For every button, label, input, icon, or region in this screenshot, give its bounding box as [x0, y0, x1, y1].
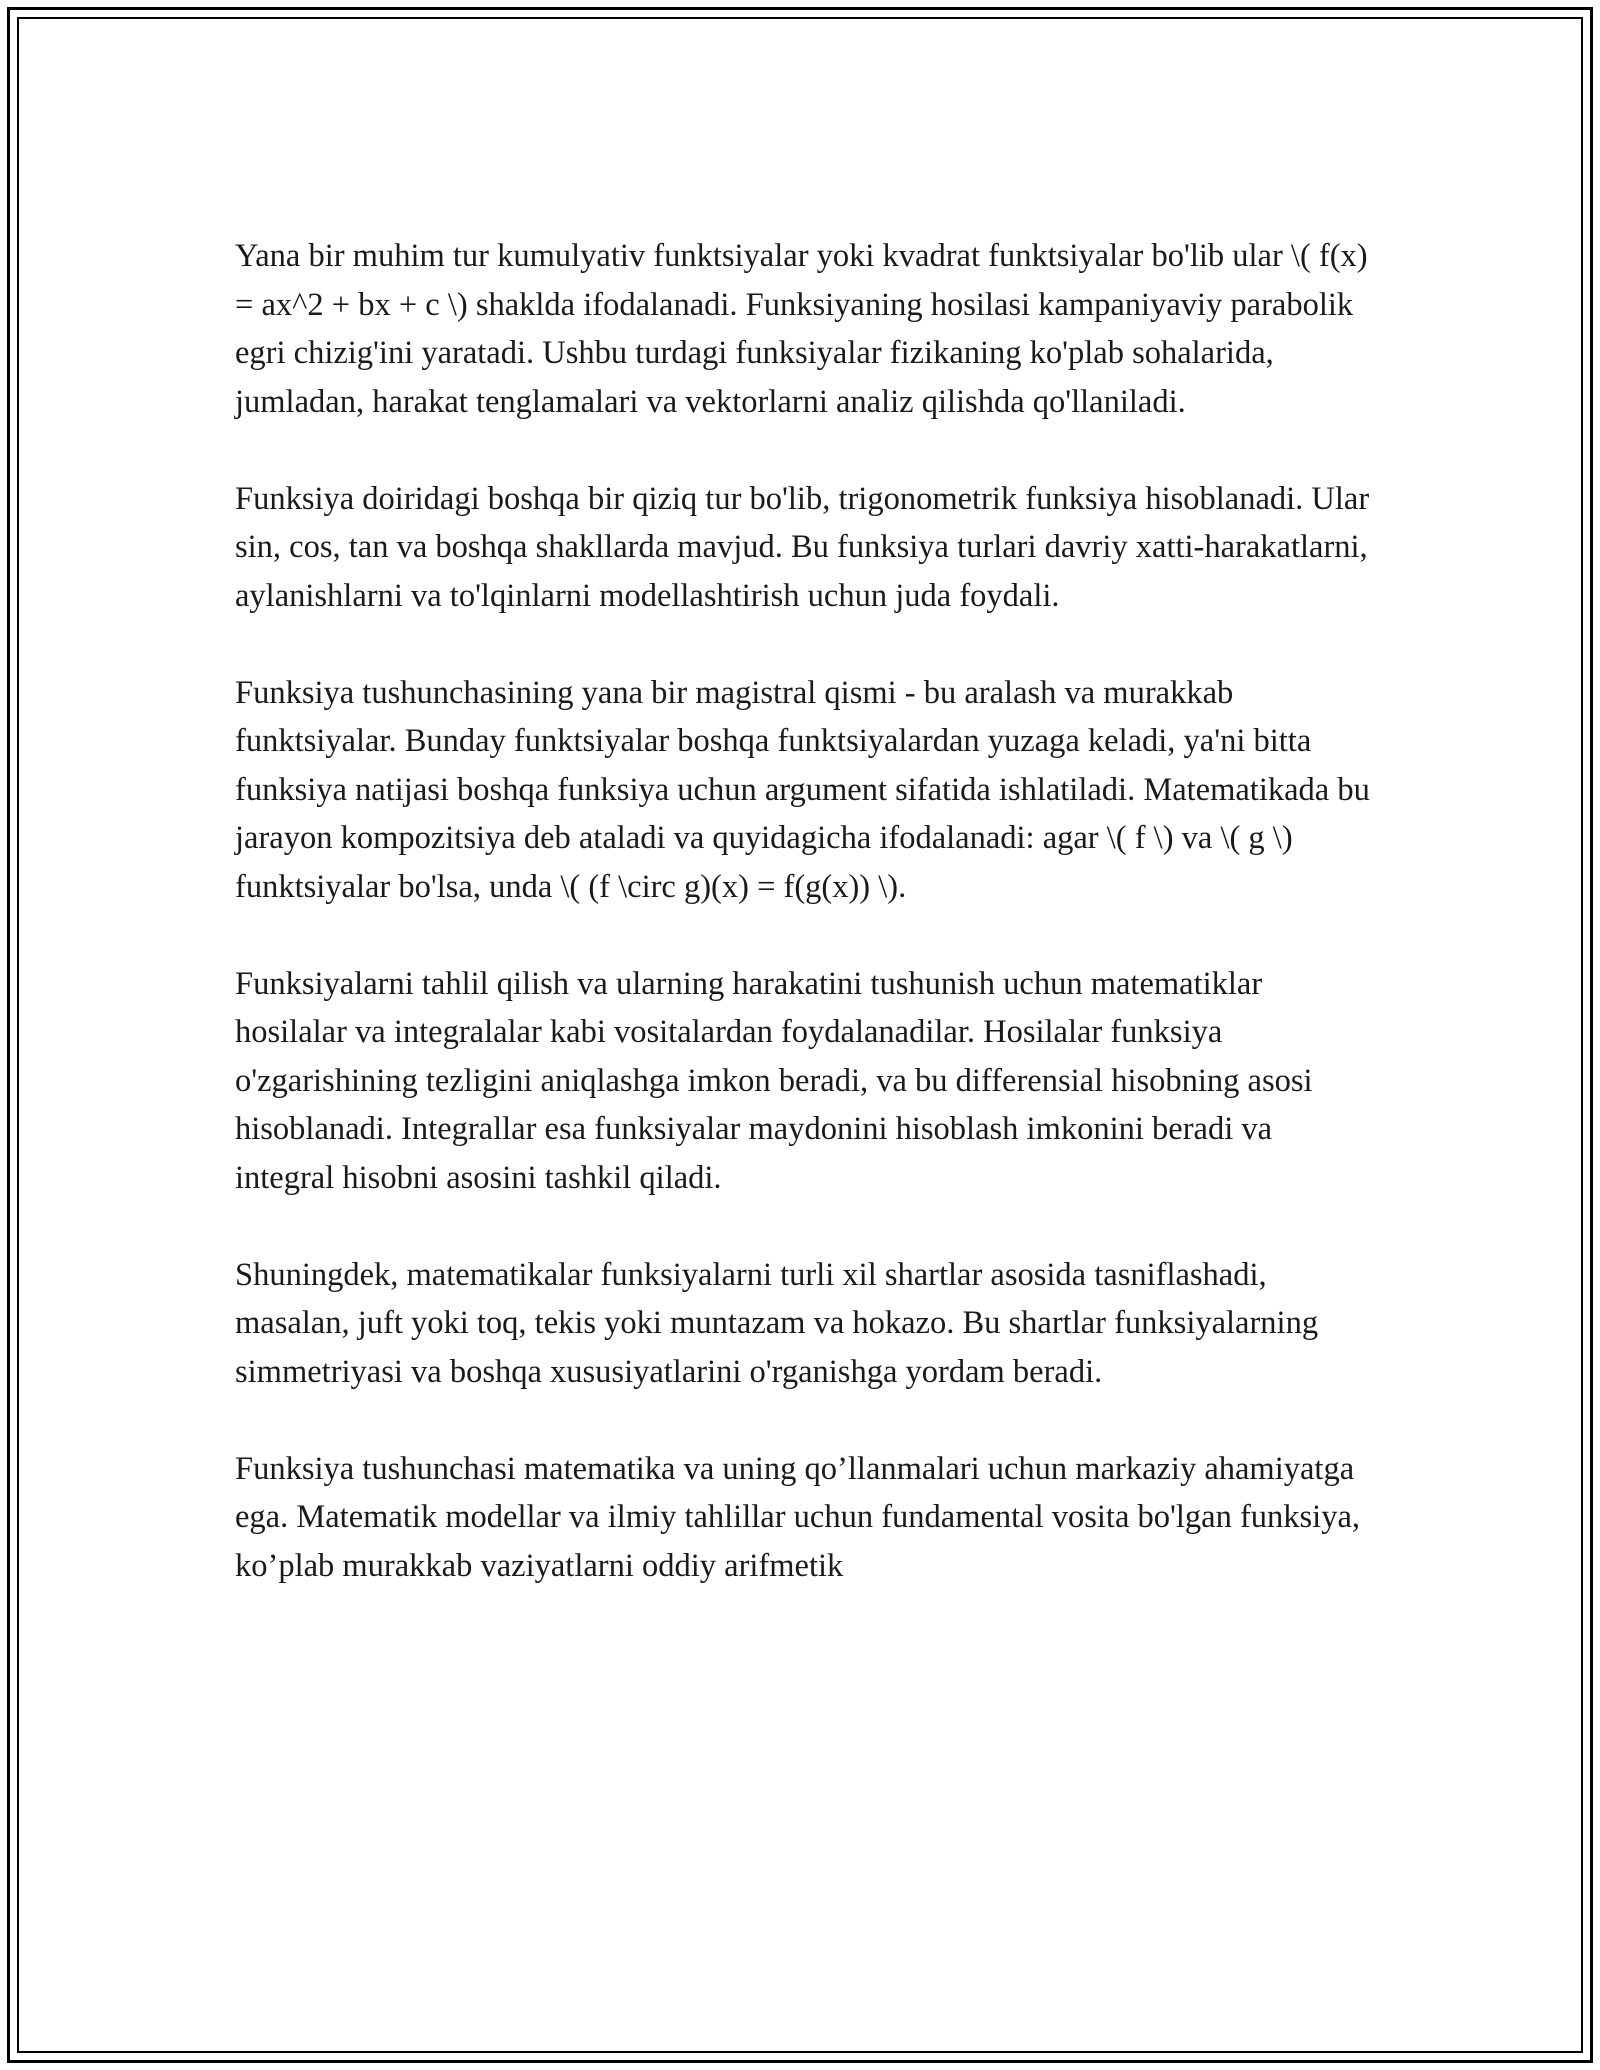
paragraph-function-importance: Funksiya tushunchasi matematika va uning qo’llanmalari uchun markaziy ahamiyatga ega. Matematik modellar va ilmiy tahlillar uchun fundamental vosita bo'lgan funksiya, ko’plab murakkab vaziyatlarni oddiy arifmetik [235, 1450, 1360, 1584]
paragraph-derivatives-integrals: Funksiyalarni tahlil qilish va ularning harakatini tushunish uchun matematiklar hosilalar va integralalar kabi vositalardan foydalanadilar. Hosilalar funksiya o'zgarishining tezligini aniqlashga imkon beradi, va bu differensial hisobning asosi hisoblanadi. Integrallar esa funksiyalar maydonini hisoblash imkonini beradi va integral hisobni asosini tashkil qiladi. [235, 965, 1313, 1196]
document-body [235, 232, 1370, 1639]
paragraph-trigonometric-functions: Funksiya doiridagi boshqa bir qiziq tur bo'lib, trigonometrik funksiya hisoblanadi. Ular sin, cos, tan va boshqa shakllarda mavjud. Bu funksiya turlari davriy xatti-harakatlarni, aylanishlarni va to'lqinlarni modellashtirish uchun juda foydali. [235, 480, 1370, 614]
paragraph-quadratic-functions: Yana bir muhim tur kumulyativ funktsiyalar yoki kvadrat funktsiyalar bo'lib ular \( f(x) = ax^2 + bx + c \) shaklda ifodalanadi. Funksiyaning hosilasi kampaniyaviy parabolik egri chizig'ini yaratadi. Ushbu turdagi funksiyalar fizikaning ko'plab sohalarida, jumladan, harakat tenglamalari va vektorlarni analiz qilishda qo'llaniladi. [235, 238, 1368, 420]
paragraph-function-classification: Shuningdek, matematikalar funksiyalarni turli xil shartlar asosida tasniflashadi, masalan, juft yoki toq, tekis yoki muntazam va hokazo. Bu shartlar funksiyalarning simmetriyasi va boshqa xususiyatlarini o'rganishga yordam beradi. [235, 1256, 1319, 1390]
paragraph-composite-functions: Funksiya tushunchasining yana bir magistral qismi - bu aralash va murakkab funktsiyalar. Bunday funktsiyalar boshqa funktsiyalardan yuzaga keladi, ya'ni bitta funksiya natijasi boshqa funksiya uchun argument sifatida ishlatiladi. Matematikada bu jarayon kompozitsiya deb ataladi va quyidagicha ifodalanadi: agar \( f \) va \( g \) funktsiyalar bo'lsa, unda \( (f \circ g)(x) = f(g(x)) \). [235, 674, 1370, 905]
